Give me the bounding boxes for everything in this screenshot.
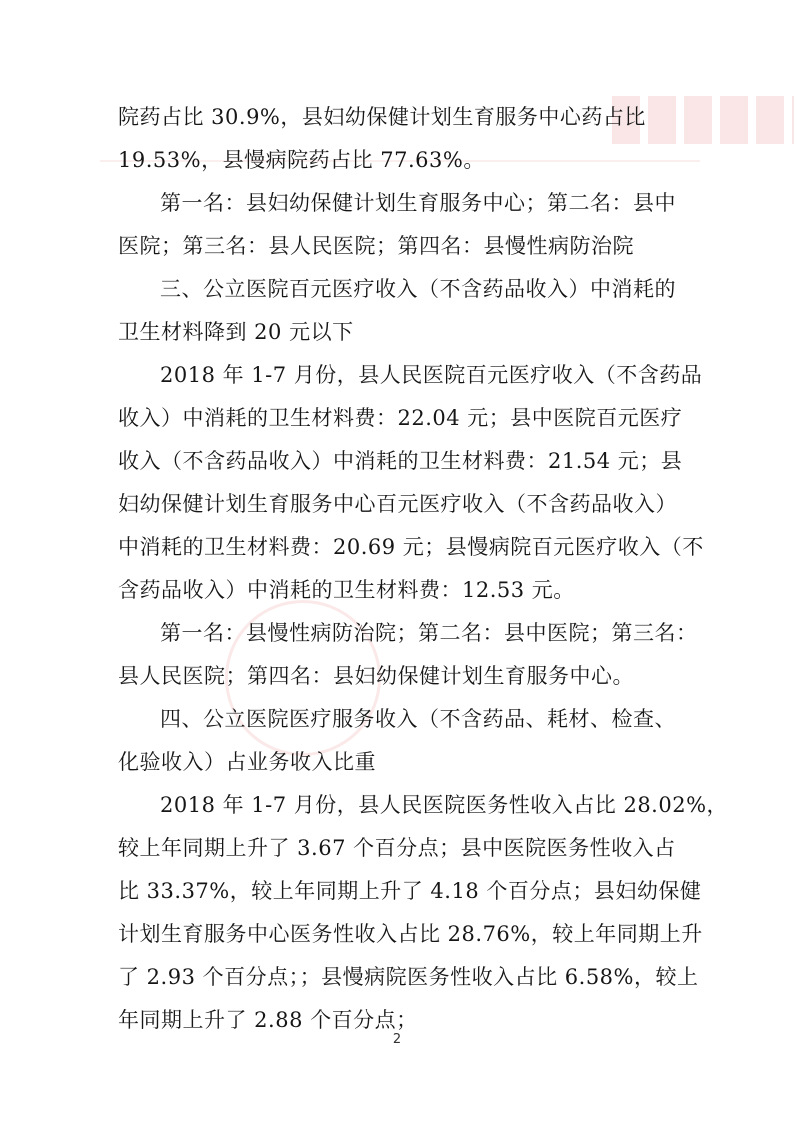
text-line: 中消耗的卫生材料费：20.69 元；县慢病院百元医疗收入（不 bbox=[118, 535, 704, 559]
text-line: 收入（不含药品收入）中消耗的卫生材料费：21.54 元；县 bbox=[118, 449, 683, 473]
text-line: 医院；第三名：县人民医院；第四名：县慢性病防治院 bbox=[118, 234, 634, 258]
page-number: 2 bbox=[392, 1032, 402, 1047]
text-line: 比 33.37%，较上年同期上升了 4.18 个百分点；县妇幼保健 bbox=[118, 879, 702, 903]
text-line: 2018 年 1-7 月份，县人民医院百元医疗收入（不含药品 bbox=[160, 363, 703, 387]
text-line: 收入）中消耗的卫生材料费：22.04 元；县中医院百元医疗 bbox=[118, 406, 683, 430]
text-line: 妇幼保健计划生育服务中心百元医疗收入（不含药品收入） bbox=[118, 492, 677, 516]
section-heading: 化验收入）占业务收入比重 bbox=[118, 750, 376, 774]
section-heading: 三、公立医院百元医疗收入（不含药品收入）中消耗的 bbox=[160, 277, 676, 301]
text-line: 19.53%，县慢病院药占比 77.63%。 bbox=[118, 148, 485, 172]
text-line: 较上年同期上升了 3.67 个百分点；县中医院医务性收入占 bbox=[118, 836, 676, 860]
section-heading: 卫生材料降到 20 元以下 bbox=[118, 320, 354, 344]
text-line: 计划生育服务中心医务性收入占比 28.76%，较上年同期上升 bbox=[118, 922, 703, 946]
text-line: 了 2.93 个百分点；；县慢病院医务性收入占比 6.58%，较上 bbox=[118, 965, 699, 989]
text-line: 第一名：县妇幼保健计划生育服务中心；第二名：县中 bbox=[160, 191, 676, 215]
text-line: 2018 年 1-7 月份，县人民医院医务性收入占比 28.02%， bbox=[160, 793, 729, 817]
text-line: 院药占比 30.9%，县妇幼保健计划生育服务中心药占比 bbox=[118, 105, 646, 129]
text-line: 含药品收入）中消耗的卫生材料费：12.53 元。 bbox=[118, 578, 575, 602]
section-heading: 四、公立医院医疗服务收入（不含药品、耗材、检查、 bbox=[160, 707, 676, 731]
text-line: 县人民医院；第四名：县妇幼保健计划生育服务中心。 bbox=[118, 664, 634, 688]
text-line: 年同期上升了 2.88 个百分点； bbox=[118, 1008, 418, 1032]
text-line: 第一名：县慢性病防治院；第二名：县中医院；第三名： bbox=[160, 621, 698, 645]
